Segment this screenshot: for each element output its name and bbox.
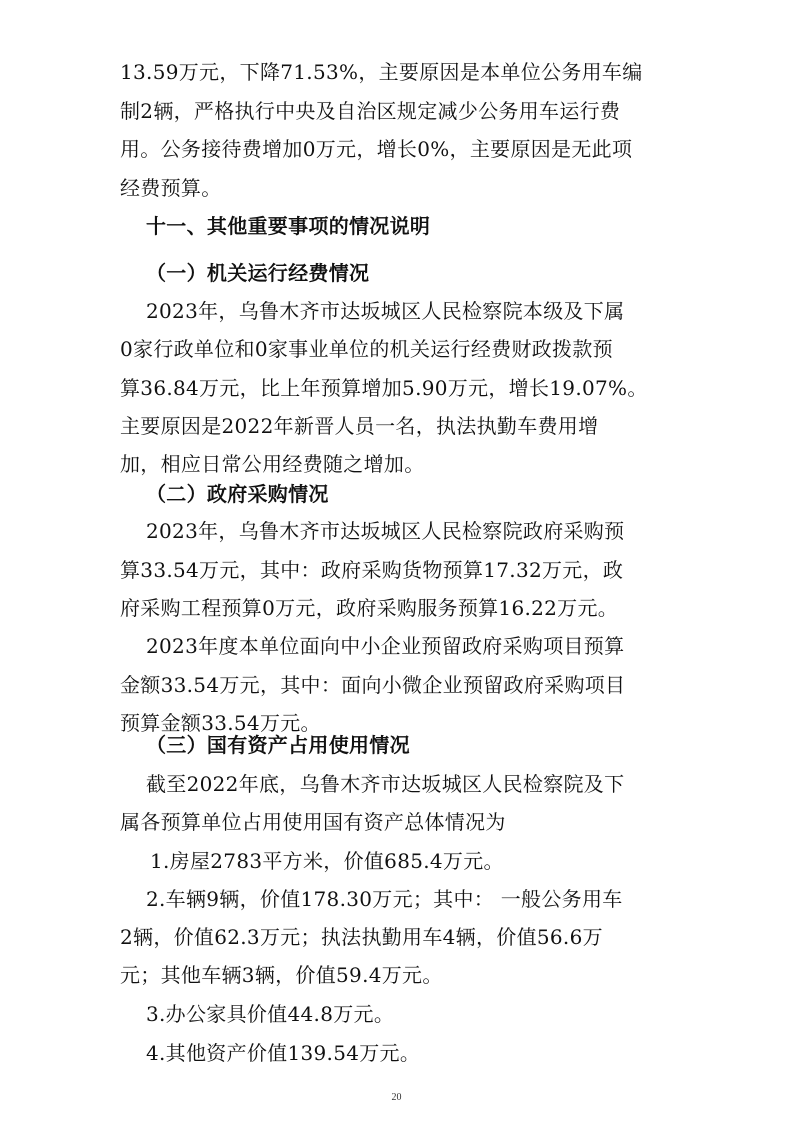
paragraph-line: 算33.54万元，其中：政府采购货物预算17.32万元，政 — [120, 558, 624, 582]
paragraph-line: 府采购工程预算0万元，政府采购服务预算16.22万元。 — [120, 596, 619, 620]
paragraph-line: 加，相应日常公用经费随之增加。 — [120, 452, 425, 476]
list-item: 3.办公家具价值44.8万元。 — [146, 1002, 395, 1026]
list-item-continuation: 元；其他车辆3辆，价值59.4万元。 — [120, 963, 443, 987]
paragraph-line: 制2辆，严格执行中央及自治区规定减少公务用车运行费 — [120, 99, 621, 123]
paragraph-line: 13.59万元，下降71.53%，主要原因是本单位公务用车编 — [120, 60, 643, 84]
paragraph-line: 属各预算单位占用使用国有资产总体情况为 — [120, 810, 506, 834]
paragraph-line: 算36.84万元，比上年预算增加5.90万元，增长19.07%。 — [120, 376, 648, 400]
paragraph-line: 2023年，乌鲁木齐市达坂城区人民检察院本级及下属 — [146, 299, 625, 323]
sub-heading-state-assets: （三）国有资产占用使用情况 — [146, 733, 410, 757]
list-item: 4.其他资产价值139.54万元。 — [146, 1041, 421, 1065]
sub-heading-procurement: （二）政府采购情况 — [146, 482, 329, 506]
paragraph-line: 金额33.54万元，其中：面向小微企业预留政府采购项目 — [120, 673, 626, 697]
paragraph-line: 预算金额33.54万元。 — [120, 711, 321, 735]
paragraph-line: 主要原因是2022年新晋人员一名，执法执勤车费用增 — [120, 414, 599, 438]
list-item-continuation: 2辆，价值62.3万元；执法执勤用车4辆，价值56.6万 — [120, 925, 603, 949]
paragraph-line: 经费预算。 — [120, 176, 222, 200]
list-item: 1.房屋2783平方米，价值685.4万元。 — [150, 849, 504, 873]
section-heading: 十一、其他重要事项的情况说明 — [146, 214, 431, 238]
paragraph-line: 截至2022年底，乌鲁木齐市达坂城区人民检察院及下 — [146, 772, 625, 796]
page-number: 20 — [391, 1092, 402, 1103]
paragraph-line: 0家行政单位和0家事业单位的机关运行经费财政拨款预 — [120, 337, 613, 361]
paragraph-line: 2023年度本单位面向中小企业预留政府采购项目预算 — [146, 634, 625, 658]
paragraph-line: 2023年，乌鲁木齐市达坂城区人民检察院政府采购预 — [146, 519, 625, 543]
list-item: 2.车辆9辆，价值178.30万元；其中： 一般公务用车 — [146, 887, 623, 911]
paragraph-line: 用。公务接待费增加0万元，增长0%，主要原因是无此项 — [120, 137, 633, 161]
sub-heading-operating-costs: （一）机关运行经费情况 — [146, 261, 370, 285]
